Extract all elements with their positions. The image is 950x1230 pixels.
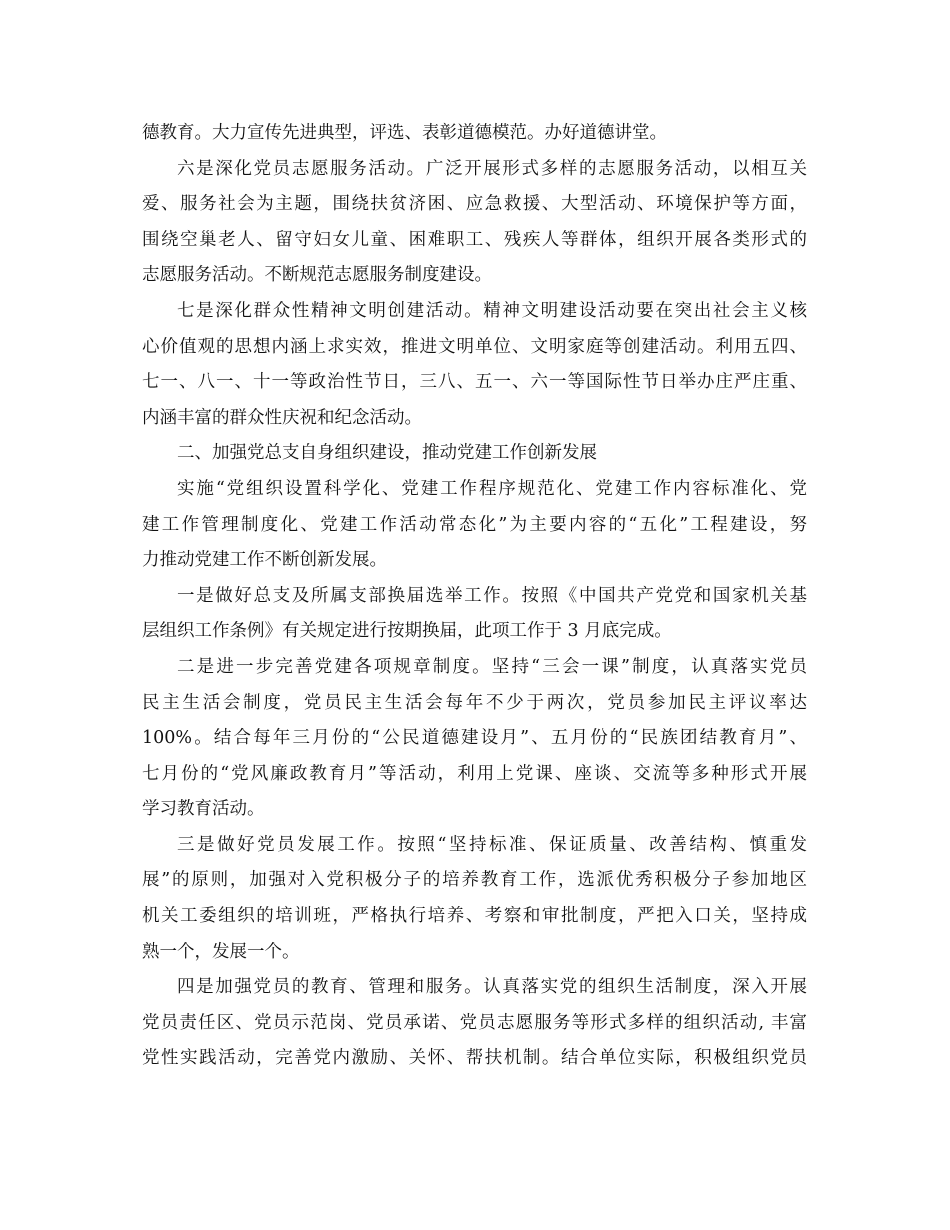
paragraph	[142, 579, 807, 650]
text-line: 力推动党建工作不断创新发展。	[142, 550, 387, 571]
text-line: 机关工委组织的培训班，严格执行培养、考察和审批制度，严把入口关，坚持成	[142, 906, 807, 927]
paragraph	[142, 650, 807, 828]
text-line: 层组织工作条例》有关规定进行按期换届，此项工作于 3 月底完成。	[142, 621, 672, 642]
text-line: 党性实践活动，完善党内激励、关怀、帮扶机制。结合单位实际，积极组织党员	[142, 1048, 807, 1069]
text-line: 三是做好党员发展工作。按照“坚持标准、保证质量、改善结构、慎重发	[177, 834, 807, 855]
paragraph	[142, 828, 807, 970]
text-line: 熟一个，发展一个。	[142, 941, 300, 962]
paragraph	[142, 152, 807, 294]
text-line: 内涵丰富的群众性庆祝和纪念活动。	[142, 407, 422, 428]
text-line: 二、加强党总支自身组织建设，推动党建工作创新发展	[177, 443, 597, 464]
document-page	[142, 116, 807, 1077]
paragraph	[142, 116, 807, 152]
text-line: 实施“党组织设置科学化、党建工作程序规范化、党建工作内容标准化、党	[177, 478, 807, 499]
text-line: 七月份的“党风廉政教育月”等活动，利用上党课、座谈、交流等多种形式开展	[142, 763, 807, 784]
text-line: 志愿服务活动。不断规范志愿服务制度建设。	[142, 265, 492, 286]
text-line: 建工作管理制度化、党建工作活动常态化”为主要内容的“五化”工程建设，努	[142, 514, 807, 535]
text-line: 展”的原则，加强对入党积极分子的培养教育工作，选派优秀积极分子参加地区	[142, 870, 807, 891]
text-line: 二是进一步完善党建各项规章制度。坚持“三会一课”制度，认真落实党员	[177, 656, 807, 677]
text-line: 四是加强党员的教育、管理和服务。认真落实党的组织生活制度，深入开展	[177, 977, 807, 998]
text-line: 民主生活会制度，党员民主生活会每年不少于两次，党员参加民主评议率达	[142, 692, 807, 713]
text-line: 学习教育活动。	[142, 799, 265, 820]
text-line: 围绕空巢老人、留守妇女儿童、困难职工、残疾人等群体，组织开展各类形式的	[142, 229, 807, 250]
text-line: 100%。结合每年三月份的“公民道德建设月”、五月份的“民族团结教育月”、	[142, 728, 807, 749]
text-line: 党员责任区、党员示范岗、党员承诺、党员志愿服务等形式多样的组织活动, 丰富	[142, 1012, 807, 1033]
text-line: 一是做好总支及所属支部换届选举工作。按照《中国共产党党和国家机关基	[177, 585, 807, 606]
paragraph	[142, 294, 807, 436]
paragraph	[142, 436, 807, 472]
text-line: 六是深化党员志愿服务活动。广泛开展形式多样的志愿服务活动，以相互关	[177, 158, 807, 179]
paragraph	[142, 472, 807, 579]
paragraph	[142, 970, 807, 1077]
text-line: 七一、八一、十一等政治性节日，三八、五一、六一等国际性节日举办庄严庄重、	[142, 372, 807, 393]
text-line: 七是深化群众性精神文明创建活动。精神文明建设活动要在突出社会主义核	[177, 300, 807, 321]
text-line: 心价值观的思想内涵上求实效，推进文明单位、文明家庭等创建活动。利用五四、	[142, 336, 807, 357]
text-line: 德教育。大力宣传先进典型，评选、表彰道德模范。办好道德讲堂。	[142, 123, 667, 143]
text-line: 爱、服务社会为主题，围绕扶贫济困、应急救援、大型活动、环境保护等方面，	[142, 194, 807, 215]
